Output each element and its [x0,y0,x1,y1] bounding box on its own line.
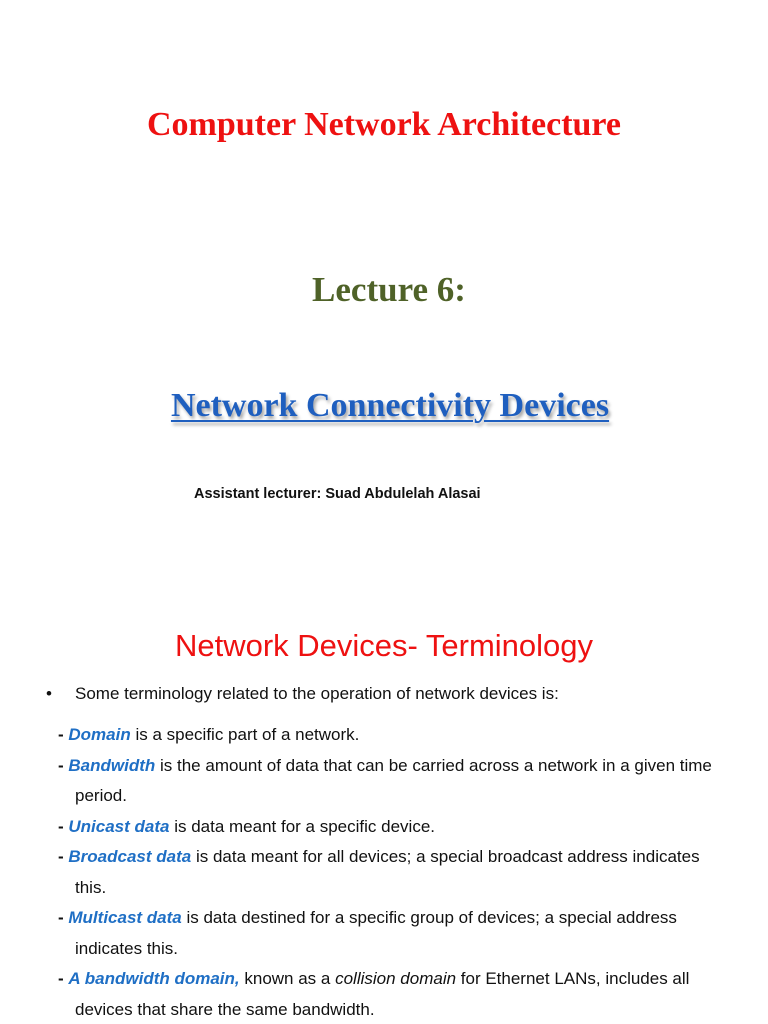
definition-text: is data meant for a specific device. [169,816,436,836]
slide-title: Network Devices- Terminology [174,628,594,663]
definition-unicast [58,812,720,843]
term-collision-domain: collision domain [335,969,457,988]
presentation-title: Computer Network Architecture [146,106,621,143]
definition-text: known as a [239,969,336,988]
bullet-icon: • [46,684,52,703]
definition-domain [58,720,720,751]
definition-bandwidth [58,751,720,812]
definition-multicast [58,903,720,964]
term-broadcast: Broadcast data [68,847,192,866]
dash-marker: - [58,816,69,836]
definition-text: is data destined for a specific group of devices; a special address indicates this. [75,908,677,958]
term-bandwidth: Bandwidth [68,755,156,775]
term-multicast: Multicast data [68,908,182,927]
definition-text: is a specific part of a network. [130,725,360,744]
term-domain: Domain [68,725,131,744]
intro-text: Some terminology related to the operation of network devices is: [75,684,559,703]
definition-text: is data meant for all devices; a special broadcast address indicates this. [75,847,700,897]
definition-list [58,720,720,1024]
definition-text: is the amount of data that can be carried across a network in a given time period. [75,755,712,805]
term-bandwidth-domain: A bandwidth domain, [68,969,240,988]
dash-marker: - [58,847,69,866]
terminology-slide [0,560,768,1024]
definition-bandwidth-domain [58,964,720,1024]
definition-broadcast [58,842,720,903]
lecture-number: Lecture 6: [312,270,466,309]
lecture-subtitle: Network Connectivity Devices [170,387,610,424]
dash-marker: - [58,969,69,988]
dash-marker: - [58,725,69,744]
lecturer-name: Assistant lecturer: Suad Abdulelah Alasai [194,486,481,502]
definition-text: for Ethernet LANs, includes all devices that share the same bandwidth. [75,969,690,1019]
dash-marker: - [58,755,69,775]
term-unicast: Unicast data [68,816,170,836]
dash-marker: - [58,908,69,927]
